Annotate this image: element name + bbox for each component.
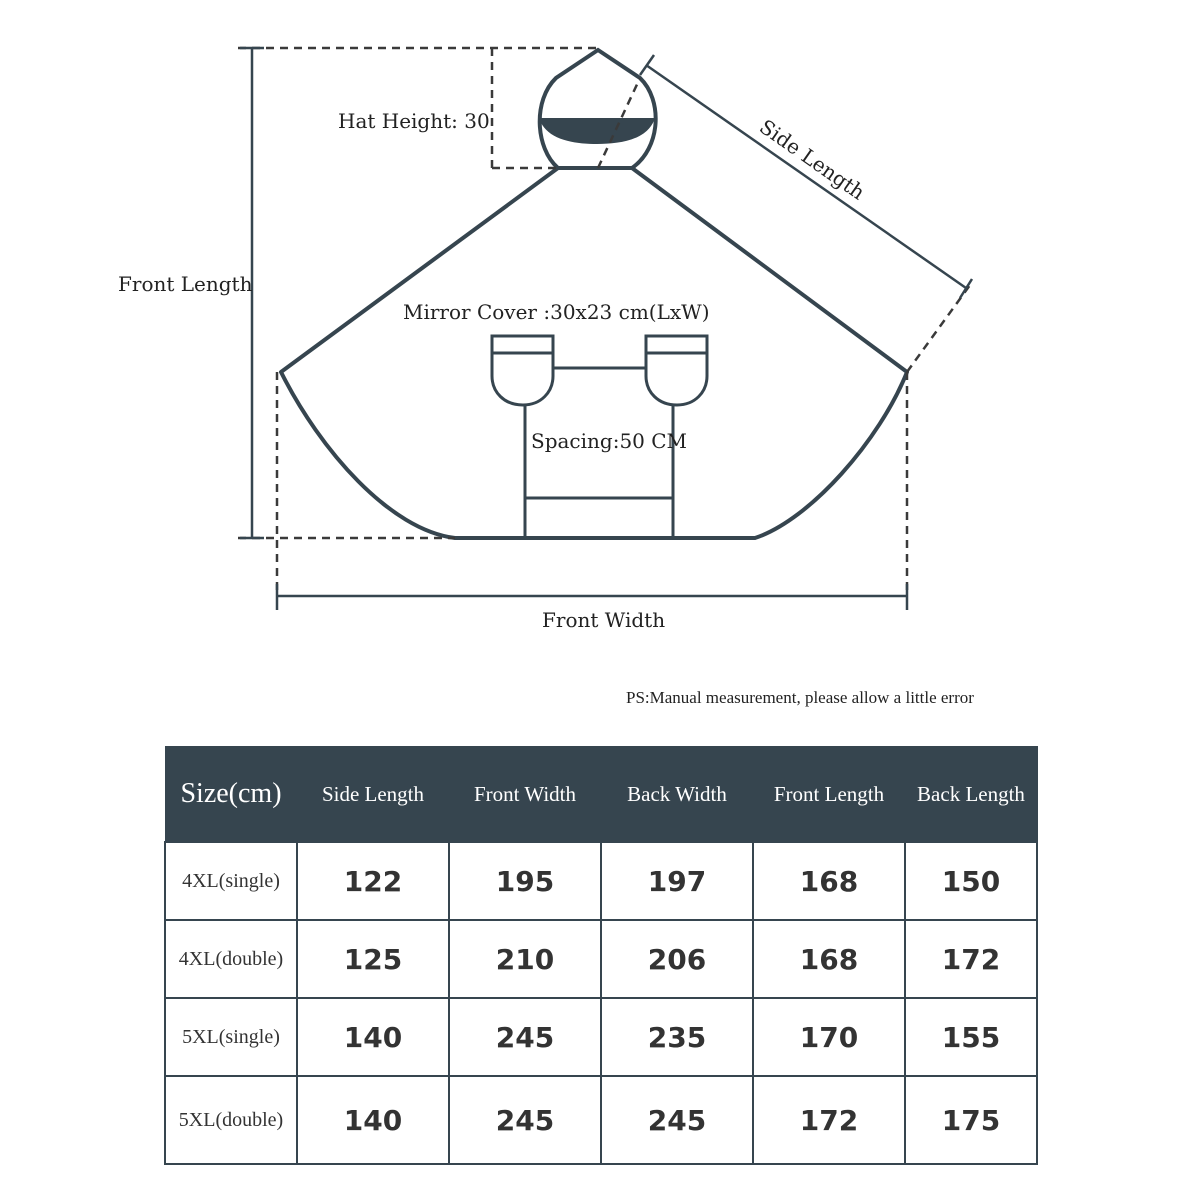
cell-front-width: 245 [449,998,601,1076]
cell-front-width: 245 [449,1076,601,1164]
cell-back-width: 245 [601,1076,753,1164]
row-size-label: 4XL(double) [165,920,297,998]
cell-front-length: 170 [753,998,905,1076]
cell-side-length: 122 [297,842,449,920]
header-back-length: Back Length [905,747,1037,843]
mirror-cover-label: Mirror Cover :30x23 cm(LxW) [403,300,710,324]
header-side-length: Side Length [297,747,449,843]
cell-front-width: 195 [449,842,601,920]
header-back-width: Back Width [601,747,753,843]
front-width-measure [277,584,907,610]
measurement-note: PS:Manual measurement, please allow a little error [626,688,974,707]
side-length-measure [640,55,972,298]
header-front-length: Front Length [753,747,905,843]
side-length-label: Side Length [755,114,870,205]
mirror-cover-left [492,336,553,405]
poncho-outline [281,168,907,538]
cell-back-width: 206 [601,920,753,998]
table-row [165,842,1037,920]
cell-side-length: 140 [297,998,449,1076]
spacing-label: Spacing:50 CM [531,429,688,453]
table-header-row [165,747,1037,843]
cell-back-length: 172 [905,920,1037,998]
cell-front-length: 168 [753,842,905,920]
hat-height-label: Hat Height: 30 [338,109,490,133]
cell-front-length: 168 [753,920,905,998]
size-table [164,746,1038,1165]
front-length-label: Front Length [118,272,253,296]
table-row [165,998,1037,1076]
cell-back-width: 197 [601,842,753,920]
table-row [165,920,1037,998]
table-row [165,1076,1037,1164]
cell-back-length: 155 [905,998,1037,1076]
mirror-cover-right [646,336,707,405]
cell-front-width: 210 [449,920,601,998]
cell-front-length: 172 [753,1076,905,1164]
front-width-label: Front Width [542,608,666,632]
hood [540,50,656,168]
row-size-label: 5XL(single) [165,998,297,1076]
front-panel [525,405,673,538]
cell-side-length: 140 [297,1076,449,1164]
cell-side-length: 125 [297,920,449,998]
cell-back-length: 150 [905,842,1037,920]
header-front-width: Front Width [449,747,601,843]
header-size: Size(cm) [165,747,297,843]
row-size-label: 5XL(double) [165,1076,297,1164]
row-size-label: 4XL(single) [165,842,297,920]
cell-back-length: 175 [905,1076,1037,1164]
cell-back-width: 235 [601,998,753,1076]
